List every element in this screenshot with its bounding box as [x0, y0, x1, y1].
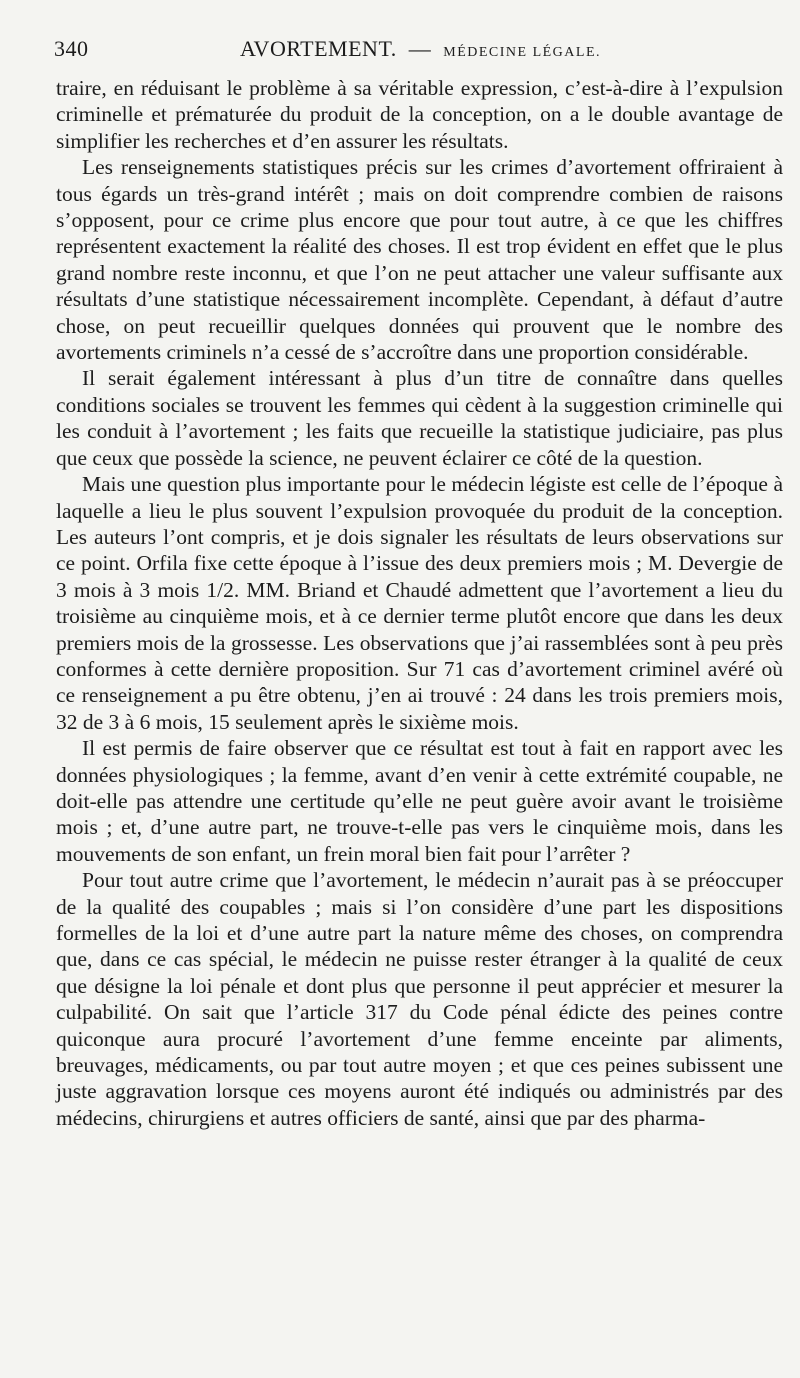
- paragraph-6: Pour tout autre crime que l’avortement, le médecin n’aurait pas à se préoccuper de la qualité des coupables ; mais si l’on considère d’une part les dispositions formelles de la loi et d’une autre part la nature même des choses, on comprendra que, dans ce cas spécial, le médecin ne puisse rester étranger à la qualité de ceux que désigne la loi pénale et dont plus que personne il peut apprécier et mesurer la culpabilité. On sait que l’article 317 du Code pénal édicte des peines contre quiconque aura procuré l’avortement d’une femme enceinte par aliments, breuvages, médicaments, ou par tout autre moyen ; et que ces peines subissent une juste aggravation lorsque ces moyens auront été indiqués ou administrés par des médecins, chirurgiens et autres officiers de santé, ainsi que par des pharma-: [56, 868, 783, 1130]
- paragraph-2: Les renseignements statistiques précis sur les crimes d’avortement offriraient à tous égards un très-grand intérêt ; mais on doit comprendre combien de raisons s’opposent, pour ce crime plus encore que pour tout autre, à ce que les chiffres représentent exactement la réalité des choses. Il est trop évident en effet que le plus grand nombre reste inconnu, et que l’on ne peut attacher une valeur suffisante aux résultats d’une statistique nécessairement incomplète. Cependant, à défaut d’autre chose, on peut recueillir quelques données qui prouvent que le nombre des avortements criminels n’a cessé de s’accroître dans une proportion considérable.: [56, 155, 783, 365]
- paragraph-3: Il serait également intéressant à plus d’un titre de connaître dans quelles conditions sociales se trouvent les femmes qui cèdent à la suggestion criminelle qui les conduit à l’avortement ; les faits que recueille la statistique judiciaire, pas plus que ceux que possède la science, ne peuvent éclairer ce côté de la question.: [56, 366, 783, 470]
- paragraph-1: traire, en réduisant le problème à sa véritable expression, c’est-à-dire à l’expulsion criminelle et prématurée du produit de la conception, on a le double avantage de simplifier les recherches et d’en assurer les résultats.: [56, 76, 783, 153]
- paragraph-5: Il est permis de faire observer que ce résultat est tout à fait en rapport avec les données physiologiques ; la femme, avant d’en venir à cette extrémité coupable, ne doit-elle pas attendre une certitude qu’elle ne peut guère avoir avant le troisième mois ; et, d’une autre part, ne trouve-t-elle pas vers le cinquième mois, dans les mouvements de son enfant, un frein moral bien fait pour l’arrêter ?: [56, 736, 783, 866]
- paragraph-4: Mais une question plus importante pour le médecin légiste est celle de l’époque à laquelle a lieu le plus souvent l’expulsion provoquée du produit de la conception. Les auteurs l’ont compris, et je dois signaler les résultats de leurs observations sur ce point. Orfila fixe cette époque à l’issue des deux premiers mois ; M. Devergie de 3 mois à 3 mois 1/2. MM. Briand et Chaudé admettent que l’avortement a lieu du troisième au cinquième mois, et à ce dernier terme plutôt encore que dans les deux premiers mois de la grossesse. Les observations que j’ai rassemblées sont à peu près conformes à cette dernière proposition. Sur 71 cas d’avortement criminel avéré où ce renseignement a pu être obtenu, j’en ai trouvé : 24 dans les trois premiers mois, 32 de 3 à 6 mois, 15 seulement après le sixième mois.: [56, 472, 783, 734]
- running-title: [240, 36, 601, 62]
- chapter-title: AVORTEMENT.: [240, 36, 397, 61]
- body-text: [56, 75, 783, 1131]
- page-number: 340: [54, 36, 89, 61]
- section-subtitle: MÉDECINE LÉGALE.: [443, 45, 602, 60]
- title-separator: —: [408, 36, 432, 61]
- running-header: [54, 36, 756, 66]
